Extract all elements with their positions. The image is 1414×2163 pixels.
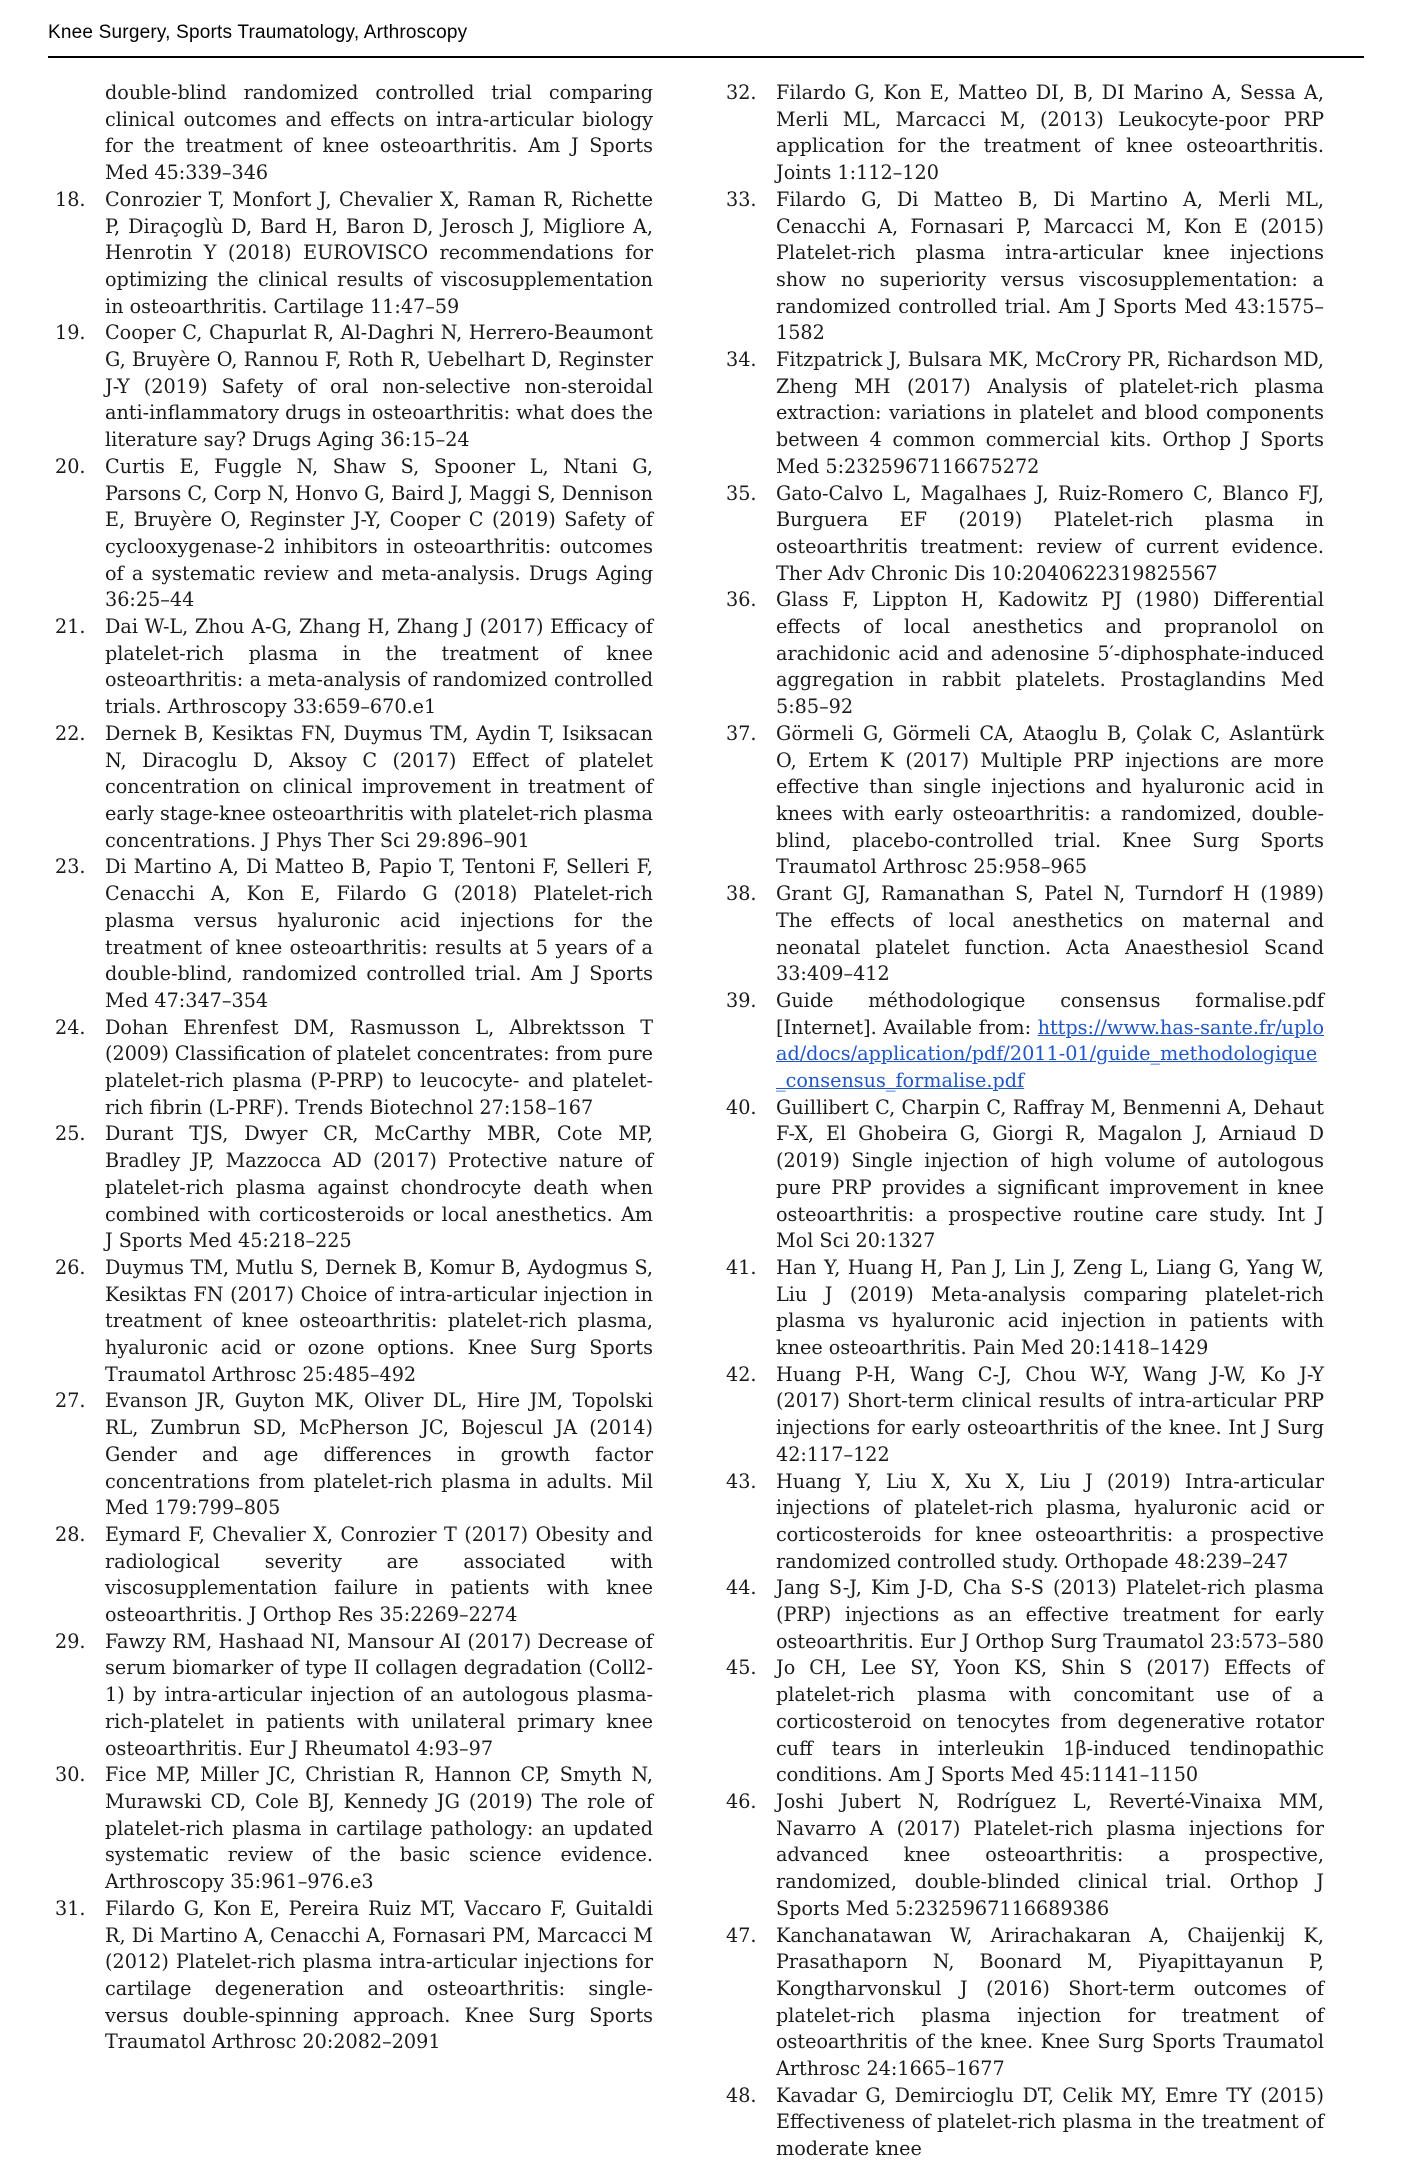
reference-text: Fitzpatrick J, Bulsara MK, McCrory PR, Richardson MD, Zheng MH (2017) Analysis of platelet-rich plasma extraction: variations in platelet and blood components between 4 common commercial kits. Orthop J Sports Med 5:2325967116675272 — [776, 348, 1324, 478]
reference-item — [726, 1789, 1324, 1923]
reference-item — [55, 1121, 653, 1255]
page-header — [48, 18, 1364, 58]
reference-item — [726, 2083, 1324, 2163]
reference-text: Dohan Ehrenfest DM, Rasmusson L, Albrektsson T (2009) Classification of platelet concentrates: from pure platelet-rich plasma (P-PRP) to leucocyte- and platelet-rich fibrin (L-PRF). Trends Biotechnol 27:158–167 — [105, 1015, 654, 1119]
reference-text: Dernek B, Kesiktas FN, Duymus TM, Aydin T, Isiksacan N, Diracoglu D, Aksoy C (2017) Effect of platelet concentration on clinical improvement in treatment of early stage-knee osteoarthritis with platelet-rich plasma concentrations. J Phys Ther Sci 29:896–901 — [105, 721, 653, 852]
reference-item — [726, 1655, 1324, 1789]
reference-number: 38. — [726, 882, 757, 906]
reference-item — [726, 721, 1324, 881]
reference-text: Filardo G, Kon E, Pereira Ruiz MT, Vaccaro F, Guitaldi R, Di Martino A, Cenacchi A, Fornasari PM, Marcacci M (2012) Platelet-rich plasma intra-articular injections for cartilage degeneration and osteoarthritis: single- versus double-spinning approach. Knee Surg Sports Traumatol Arthrosc 20:2082–2091 — [105, 1896, 653, 2054]
reference-text: Eymard F, Chevalier X, Conrozier T (2017) Obesity and radiological severity are associated with viscosupplementation failure in patients with knee osteoarthritis. J Orthop Res 35:2269–2274 — [105, 1522, 653, 1627]
reference-text: Fawzy RM, Hashaad NI, Mansour AI (2017) Decrease of serum biomarker of type II collagen degradation (Coll2-1) by intra-articular injection of an autologous plasma-rich-platelet in patients with unilateral primary knee osteoarthritis. Eur J Rheumatol 4:93–97 — [105, 1629, 653, 1760]
reference-text: Conrozier T, Monfort J, Chevalier X, Raman R, Richette P, Diraçoglù D, Bard H, Baron D, Jerosch J, Migliore A, Henrotin Y (2018) EUROVISCO recommendations for optimizing the clinical results of viscosupplementation in osteoarthritis. Cartilage 11:47–59 — [105, 187, 653, 318]
reference-list-left — [55, 187, 653, 2056]
reference-text: Kanchanatawan W, Arirachakaran A, Chaijenkij K, Prasathaporn N, Boonard M, Piyapittayanun P, Kongtharvonskul J (2016) Short-term outcomes of platelet-rich plasma injection for treatment of osteoarthritis of the knee. Knee Surg Sports Traumatol Arthrosc 24:1665–1677 — [776, 1923, 1324, 2081]
reference-number: 30. — [55, 1763, 86, 1787]
reference-text: Filardo G, Di Matteo B, Di Martino A, Merli ML, Cenacchi A, Fornasari P, Marcacci M, Kon E (2015) Platelet-rich plasma intra-articular knee injections show no superiority versus viscosupplementation: a randomized controlled trial. Am J Sports Med 43:1575–1582 — [776, 187, 1324, 345]
reference-item — [55, 1255, 653, 1389]
reference-number: 41. — [726, 1255, 757, 1279]
reference-item — [55, 320, 653, 454]
reference-number: 19. — [55, 321, 86, 345]
reference-column-right — [726, 80, 1324, 2161]
reference-number: 26. — [55, 1255, 86, 1279]
reference-number: 34. — [726, 348, 757, 372]
reference-number: 31. — [55, 1896, 86, 1920]
reference-text: Guide méthodologique consensus formalise.pdf [Internet]. Available from: — [776, 988, 1324, 1039]
reference-text: Dai W-L, Zhou A-G, Zhang H, Zhang J (2017) Efficacy of platelet-rich plasma in the treatment of knee osteoarthritis: a meta-analysis of randomized controlled trials. Arthroscopy 33:659–670.e1 — [105, 615, 653, 719]
reference-item — [55, 1762, 653, 1896]
reference-number: 20. — [55, 454, 86, 478]
reference-number: 39. — [726, 988, 757, 1012]
reference-text: Fice MP, Miller JC, Christian R, Hannon CP, Smyth N, Murawski CD, Cole BJ, Kennedy JG (2019) The role of platelet-rich plasma in cartilage pathology: an updated systematic review of the basic science evidence. Arthroscopy 35:961–976.e3 — [105, 1763, 653, 1894]
reference-text: Gato-Calvo L, Magalhaes J, Ruiz-Romero C, Blanco FJ, Burguera EF (2019) Platelet-rich plasma in osteoarthritis treatment: review of current evidence. Ther Adv Chronic Dis 10:2040622319825567 — [776, 481, 1324, 585]
reference-continuation: double-blind randomized controlled trial comparing clinical outcomes and effects on intra-articular biology for the treatment of knee osteoarthritis. Am J Sports Med 45:339–346 — [105, 81, 653, 185]
reference-text: Huang P-H, Wang C-J, Chou W-Y, Wang J-W, Ko J-Y (2017) Short-term clinical results of intra-articular PRP injections for early osteoarthritis of the knee. Int J Surg 42:117–122 — [776, 1362, 1324, 1466]
reference-text: Cooper C, Chapurlat R, Al-Daghri N, Herrero-Beaumont G, Bruyère O, Rannou F, Roth R, Uebelhart D, Reginster J-Y (2019) Safety of oral non-selective non-steroidal anti-inflammatory drugs in osteoarthritis: what does the literature say? Drugs Aging 36:15–24 — [105, 321, 653, 452]
reference-number: 37. — [726, 721, 757, 745]
reference-item — [55, 721, 653, 855]
reference-item — [55, 1388, 653, 1522]
reference-number: 18. — [55, 187, 86, 211]
reference-column-left — [55, 80, 654, 2054]
reference-text: Glass F, Lippton H, Kadowitz PJ (1980) Differential effects of local anesthetics and propranolol on arachidonic acid and adenosine 5′-diphosphate-induced aggregation in rabbit platelets. Prostaglandins Med 5:85–92 — [776, 588, 1324, 719]
reference-link[interactable]: https://www.has-sante.fr/upload/docs/application/pdf/2011-01/guide_methodologique_consensus_formalise.pdf — [776, 1015, 1324, 1093]
reference-number: 28. — [55, 1522, 86, 1546]
reference-text: Jang S-J, Kim J-D, Cha S-S (2013) Platelet-rich plasma (PRP) injections as an effective treatment for early osteoarthritis. Eur J Orthop Surg Traumatol 23:573–580 — [776, 1576, 1324, 1653]
reference-number: 48. — [726, 2083, 757, 2107]
reference-text: Huang Y, Liu X, Xu X, Liu J (2019) Intra-articular injections of platelet-rich plasma, hyaluronic acid or corticosteroids for knee osteoarthritis: a prospective randomized controlled study. Orthopade 48:239–247 — [776, 1469, 1324, 1573]
reference-number: 21. — [55, 615, 86, 639]
reference-number: 29. — [55, 1629, 86, 1653]
reference-item — [726, 1362, 1324, 1469]
reference-item — [726, 187, 1324, 347]
reference-item — [726, 481, 1324, 588]
reference-number: 25. — [55, 1122, 86, 1146]
reference-number: 22. — [55, 721, 86, 745]
reference-number: 32. — [726, 81, 757, 104]
reference-number: 45. — [726, 1656, 757, 1680]
reference-item — [55, 1015, 653, 1122]
reference-number: 35. — [726, 481, 757, 505]
reference-text: Evanson JR, Guyton MK, Oliver DL, Hire JM, Topolski RL, Zumbrun SD, McPherson JC, Bojescul JA (2014) Gender and age differences in growth factor concentrations from platelet-rich plasma in adults. Mil Med 179:799–805 — [105, 1389, 653, 1520]
reference-item — [726, 347, 1324, 481]
reference-text: Curtis E, Fuggle N, Shaw S, Spooner L, Ntani G, Parsons C, Corp N, Honvo G, Baird J, Maggi S, Dennison E, Bruyère O, Reginster J-Y, Cooper C (2019) Safety of cyclooxygenase-2 inhibitors in osteoarthritis: outcomes of a systematic review and meta-analysis. Drugs Aging 36:25–44 — [105, 454, 653, 612]
reference-text: Durant TJS, Dwyer CR, McCarthy MBR, Cote MP, Bradley JP, Mazzocca AD (2017) Protective nature of platelet-rich plasma against chondrocyte death when combined with corticosteroids or local anesthetics. Am J Sports Med 45:218–225 — [105, 1122, 653, 1253]
reference-item — [55, 187, 653, 321]
reference-number: 27. — [55, 1389, 86, 1413]
reference-item — [55, 614, 653, 721]
reference-item — [726, 1469, 1324, 1576]
reference-text: Filardo G, Kon E, Matteo DI, B, DI Marino A, Sessa A, Merli ML, Marcacci M, (2013) Leukocyte-poor PRP application for the treatment of knee osteoarthritis. Joints 1:112–120 — [776, 81, 1324, 185]
reference-text: Duymus TM, Mutlu S, Dernek B, Komur B, Aydogmus S, Kesiktas FN (2017) Choice of intra-articular injection in treatment of knee osteoarthritis: platelet-rich plasma, hyaluronic acid or ozone options. Knee Surg Sports Traumatol Arthrosc 25:485–492 — [105, 1255, 653, 1386]
reference-item — [726, 587, 1324, 721]
reference-list-right — [726, 80, 1324, 2163]
reference-number: 36. — [726, 588, 757, 612]
reference-item — [55, 1522, 653, 1629]
reference-item — [55, 1629, 653, 1763]
reference-item — [726, 881, 1324, 988]
reference-text: Grant GJ, Ramanathan S, Patel N, Turndorf H (1989) The effects of local anesthetics on maternal and neonatal platelet function. Acta Anaesthesiol Scand 33:409–412 — [776, 882, 1324, 986]
reference-item — [726, 80, 1324, 187]
reference-text: Jo CH, Lee SY, Yoon KS, Shin S (2017) Effects of platelet-rich plasma with concomitant use of a corticosteroid on tenocytes from degenerative rotator cuff tears in interleukin 1β-induced tendinopathic conditions. Am J Sports Med 45:1141–1150 — [776, 1656, 1324, 1787]
reference-number: 23. — [55, 855, 86, 879]
reference-item — [55, 854, 653, 1014]
reference-item — [726, 1095, 1324, 1255]
reference-item — [55, 454, 653, 614]
reference-text: Han Y, Huang H, Pan J, Lin J, Zeng L, Liang G, Yang W, Liu J (2019) Meta-analysis comparing platelet-rich plasma vs hyaluronic acid injection in patients with knee osteoarthritis. Pain Med 20:1418–1429 — [776, 1255, 1324, 1360]
reference-number: 46. — [726, 1790, 757, 1813]
reference-item — [726, 988, 1324, 1095]
reference-number: 44. — [726, 1576, 757, 1600]
reference-text: Guillibert C, Charpin C, Raffray M, Benmenni A, Dehaut F-X, El Ghobeira G, Giorgi R, Magalon J, Arniaud D (2019) Single injection of high volume of autologous pure PRP provides a significant improvement in knee osteoarthritis: a prospective routine care study. Int J Mol Sci 20:1327 — [776, 1095, 1324, 1253]
reference-number: 47. — [726, 1923, 757, 1947]
reference-text: Kavadar G, Demircioglu DT, Celik MY, Emre TY (2015) Effectiveness of platelet-rich plasma in the treatment of moderate knee — [776, 2083, 1324, 2161]
reference-number: 24. — [55, 1015, 86, 1039]
reference-text: Di Martino A, Di Matteo B, Papio T, Tentoni F, Selleri F, Cenacchi A, Kon E, Filardo G (2018) Platelet-rich plasma versus hyaluronic acid injections for the treatment of knee osteoarthritis: results at 5 years of a double-blind, randomized controlled trial. Am J Sports Med 47:347–354 — [105, 855, 653, 1012]
reference-item — [55, 1896, 653, 2056]
reference-item — [726, 1575, 1324, 1655]
reference-item — [726, 1923, 1324, 2083]
reference-text: Joshi Jubert N, Rodríguez L, Reverté-Vinaixa MM, Navarro A (2017) Platelet-rich plasma injections for advanced knee osteoarthritis: a prospective, randomized, double-blinded clinical trial. Orthop J Sports Med 5:2325967116689386 — [776, 1790, 1324, 1920]
reference-text: Görmeli G, Görmeli CA, Ataoglu B, Çolak C, Aslantürk O, Ertem K (2017) Multiple PRP injections are more effective than single injections and hyaluronic acid in knees with early osteoarthritis: a randomized, double-blind, placebo-controlled trial. Knee Surg Sports Traumatol Arthrosc 25:958–965 — [776, 721, 1324, 879]
reference-number: 33. — [726, 187, 757, 211]
reference-number: 42. — [726, 1362, 757, 1386]
reference-item — [726, 1255, 1324, 1362]
reference-number: 40. — [726, 1095, 757, 1119]
journal-title: Knee Surgery, Sports Traumatology, Arthroscopy — [48, 22, 468, 43]
reference-number: 43. — [726, 1469, 757, 1493]
